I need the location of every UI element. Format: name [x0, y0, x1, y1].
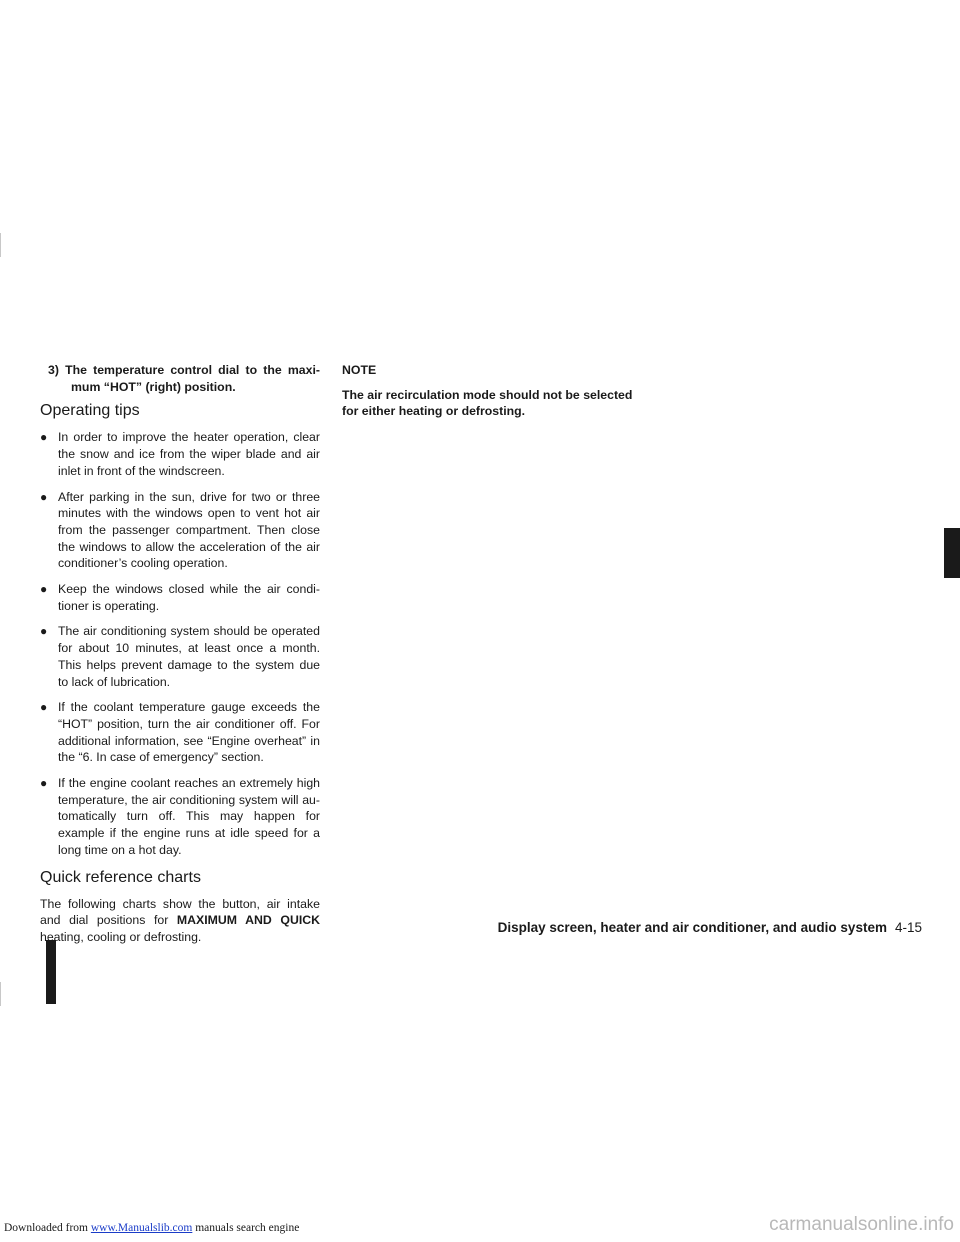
list-item: ● If the engine coolant reaches an extremely high temperature, the air conditioning system will au- tomatically turn off. This may happen for example if the engine runs at idle speed for a long time on a hot day.	[40, 776, 320, 857]
bullet-icon: ●	[40, 430, 48, 445]
right-column	[342, 362, 642, 420]
note-title: NOTE	[342, 363, 377, 377]
bullet-icon: ●	[40, 700, 48, 715]
chapter-tab-marker	[944, 528, 960, 578]
download-source-line: Downloaded from www.Manualslib.com manuals search engine	[4, 1222, 300, 1234]
list-item: ● In order to improve the heater operation, clear the snow and ice from the wiper blade and air inlet in front of the windscreen.	[40, 430, 320, 478]
list-item: ● The air conditioning system should be operated for about 10 minutes, at least once a month. This helps prevent damage to the system due to lack of lubrication.	[40, 624, 320, 689]
crop-mark-bottom	[0, 982, 1, 1006]
list-item: ● If the coolant temperature gauge exceeds the “HOT” position, turn the air conditioner off. For additional information, see “Engine overheat” in the “6. In case of emergency” section.	[40, 700, 320, 765]
bullet-icon: ●	[40, 776, 48, 791]
watermark-text: carmanualsonline.info	[769, 1214, 954, 1235]
maximum-and-quick-emphasis: MAXIMUM AND QUICK	[176, 913, 320, 928]
crop-mark-top	[0, 233, 1, 257]
margin-bar	[46, 940, 56, 1004]
note-text: The air recirculation mode should not be selected for either heating or defrosting.	[342, 387, 633, 419]
bullet-icon: ●	[40, 582, 48, 597]
quick-reference-text: The following charts show the button, air intake and dial positions for MAXIMUM AND QUICK heating, cooling or defrosting.	[40, 896, 320, 944]
quick-reference-heading: Quick reference charts	[40, 868, 201, 886]
bullet-icon: ●	[40, 489, 48, 504]
operating-tips-heading: Operating tips	[40, 402, 140, 420]
operating-tips-list	[40, 429, 320, 858]
step-3-text: 3) The temperature control dial to the maxi- mum “HOT” (right) position.	[48, 363, 320, 394]
page-footer	[498, 920, 922, 935]
left-column	[40, 362, 320, 946]
list-item: ● Keep the windows closed while the air condi- tioner is operating.	[40, 582, 320, 613]
page-number: 4-15	[894, 920, 922, 935]
bullet-icon: ●	[40, 624, 48, 639]
manualslib-link[interactable]: www.Manualslib.com	[90, 1222, 193, 1234]
list-item: ● After parking in the sun, drive for two or three minutes with the windows open to vent hot air from the passenger compartment. Then close the windows to allow the acceleration of the air conditioner’s cooling operation.	[40, 489, 320, 571]
footer-section-title: Display screen, heater and air conditioner, and audio system	[497, 920, 887, 935]
